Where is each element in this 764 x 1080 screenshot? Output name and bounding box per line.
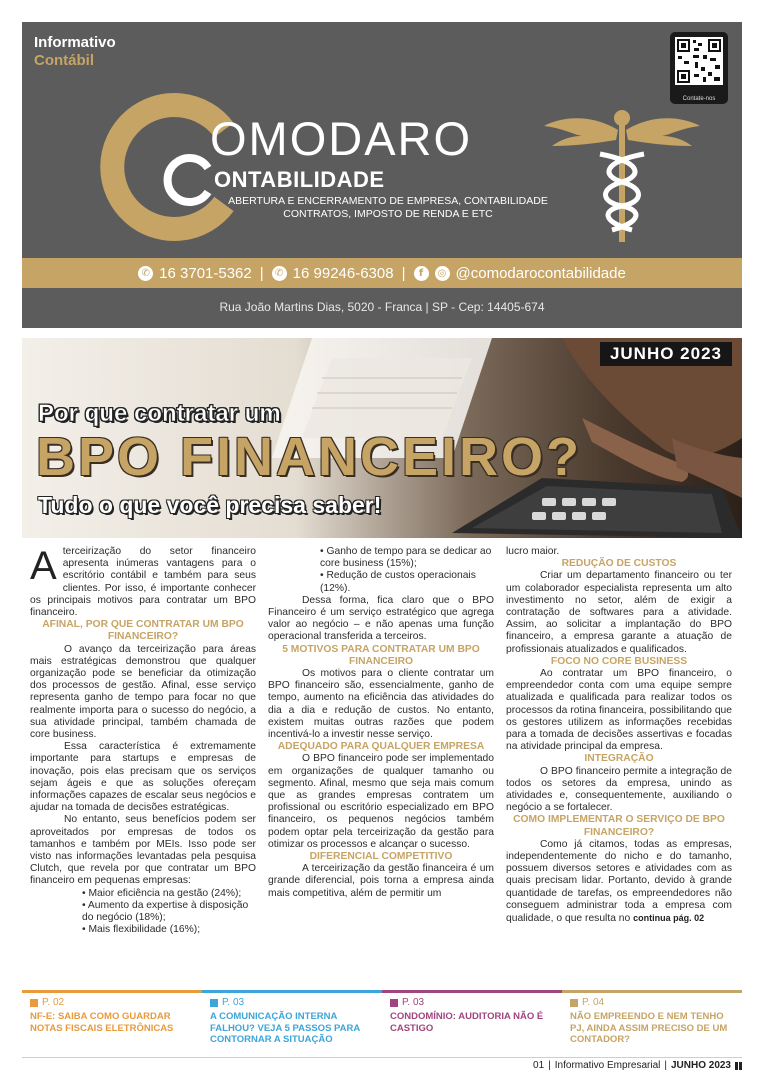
dropcap: A [30,546,57,588]
article-column-2 [268,546,494,986]
bars-icon [735,1062,742,1070]
footer-divider [22,1057,742,1058]
related-article-title: A COMUNICAÇÃO INTERNA FALHOU? VEJA 5 PASSOS PARA CONTORNAR A SITUAÇÃO [210,1011,360,1045]
article-paragraph: O BPO financeiro permite a integração de todos os setores da empresa, unindo as atividades e, consequentemente, auxiliando o negócio a se fortalecer. [506,765,732,814]
square-icon [30,999,38,1007]
article-paragraph: lucro maior. [506,546,560,557]
brand-subtitle: ONTABILIDADE [214,167,385,192]
bullet-item: • Mais flexibilidade (16%); [82,924,201,936]
page-number: 01 [533,1060,545,1071]
informativo-subtitle: Contábil [34,52,94,69]
instagram-icon: ◎ [435,266,450,281]
related-article-title: NF-E: SAIBA COMO GUARDAR NOTAS FISCAIS ELETRÔNICAS [30,1011,174,1034]
page-ref: P. 02 [30,997,194,1008]
article-paragraph: Essa característica é extremamente importante para startups e empresas de inovação, pois elas precisam que os serviços sejam ágeis e que as soluções ofereçam informações capazes de escalar seus negócios e ajudar na tomada de decisões estratégicas. [30,741,256,814]
separator: | [548,1060,551,1071]
separator: | [401,264,406,282]
brand-tagline-1: ABERTURA E ENCERRAMENTO DE EMPRESA, CONTABILIDADE [228,195,548,207]
informativo-title: Informativo [34,34,116,51]
article-body [30,546,732,986]
square-icon [570,999,578,1007]
section-heading: REDUÇÃO DE CUSTOS [561,558,677,570]
related-article-title: NÃO EMPREENDO E NEM TENHO PJ, AINDA ASSIM PRECISO DE UM CONTADOR? [570,1011,728,1045]
article-paragraph: Ao contratar um BPO financeiro, o empreendedor conta com uma equipe sempre atualizada e qualificada para realizar todos os processos da rotina financeira, possibilitando que os gestores utilizem as informações recebidas para a tomada de decisões assertivas e focadas na atividade principal da empresa. [506,668,732,753]
phone-2[interactable]: 16 99246-6308 [292,264,394,282]
related-articles [22,990,742,1054]
issue-date: JUNHO 2023 [600,342,732,366]
bullet-item: • Ganho de tempo para se dedicar ao core business (15%); [320,546,492,570]
header-top [22,22,742,258]
article-column-3 [506,546,732,986]
headline-line-1: Por que contratar um [38,400,281,427]
bullet-item: • Redução de custos operacionais (12%). [320,570,476,594]
article-paragraph: A terceirização da gestão financeira é um grande diferencial, pois torna a empresa ainda mais competitiva, além de permitir um [268,863,494,899]
section-heading: ADEQUADO PARA QUALQUER EMPRESA [277,741,485,753]
article-paragraph: Criar um departamento financeiro ou ter um colaborador especialista representa um alto investimento no setor, além de exigir a contratação de softwares para a atividade. Assim, ao solicitar a implantação do BPO financeiro, a empresa garante a atuação de profissionais atualizados e qualificados. [506,570,732,655]
footer-label: Informativo Empresarial [554,1060,661,1071]
related-article-title: CONDOMÍNIO: AUDITORIA NÃO É CASTIGO [390,1011,544,1034]
headline-main: BPO FINANCEIRO? [36,427,583,487]
article-paragraph: No entanto, seus benefícios podem ser aproveitados por empresas de todos os tamanhos e também por MEIs. Isso pode ser visto nas informações levantadas pela pesquisa Clutch, que revela por que contratar um BPO financeiro em pequenas empresas: [30,814,256,887]
footer-month: JUNHO 2023 [670,1060,731,1071]
page-ref: P. 03 [390,997,554,1008]
article-paragraph: Os motivos para o cliente contratar um BPO financeiro são, essencialmente, ganho de tempo, aumento na eficiência das atividades do dia a dia e redução de custos. No entanto, existem muitas outras razões que podem incentivá-lo a investir nesse serviço. [268,668,494,741]
caduceus-icon [542,104,702,244]
address: Rua João Martins Dias, 5020 - Franca | SP - Cep: 14405-674 [219,300,545,314]
related-article-condominio[interactable] [382,990,562,1054]
phone-1[interactable]: 16 3701-5362 [159,264,252,282]
social-handle[interactable]: @comodarocontabilidade [455,264,626,282]
section-heading: COMO IMPLEMENTAR O SERVIÇO DE BPO FINANCEIRO? [513,814,725,838]
article-paragraph: Como já citamos, todas as empresas, independentemente do nicho e do tamanho, possuem diversos setores e atividades com as quais precisam lidar. Portanto, devido à grande quantidade de tarefas, os empreendedores não conseguem administrar toda a empresa com qualidade, o que resulta no continua pág. 02 [506,838,732,925]
headline-line-3: Tudo o que você precisa saber! [38,492,382,518]
square-icon [210,999,218,1007]
brand-name: OMODARO [210,112,473,165]
article-column-1 [30,546,256,986]
article-paragraph: Dessa forma, fica claro que o BPO Financeiro é um serviço estratégico que agrega valor ao negócio – e não apenas uma função operacional transferida a terceiros. [268,594,494,643]
article-paragraph: O BPO financeiro pode ser implementado em organizações de qualquer tamanho ou segmento. Afinal, mesmo que seja mais comum que as grandes empresas contratem um profissional ou escritório especializado em BPO financeiro, os pequenos negócios também podem optar pela terceirização da gestão para otimizar os processos e alcançar o sucesso. [268,753,494,850]
page-ref: P. 03 [210,997,374,1008]
separator: | [259,264,264,282]
square-icon [390,999,398,1007]
hero-banner [22,338,742,538]
section-heading: FOCO NO CORE BUSINESS [550,655,688,667]
header [22,22,742,328]
related-article-nfe[interactable] [22,990,202,1054]
contact-bar [22,258,742,288]
related-article-comunicacao[interactable] [202,990,382,1054]
qr-code-pattern [675,37,723,85]
page-ref: P. 04 [570,997,734,1008]
section-heading: AFINAL, POR QUE CONTRATAR UM BPO FINANCEIRO? [42,619,244,643]
bullet-item: • Aumento da expertise à disposição do negócio (18%); [82,899,249,924]
qr-code[interactable] [670,32,728,104]
section-heading: 5 MOTIVOS PARA CONTRATAR UM BPO FINANCEIRO [282,643,480,667]
brand-tagline-2: CONTRATOS, IMPOSTO DE RENDA E ETC [283,208,493,220]
section-heading: DIFERENCIAL COMPETITIVO [309,851,453,863]
footer [533,1060,742,1071]
facebook-icon: f [414,266,429,281]
separator: | [664,1060,667,1071]
related-article-contador[interactable] [562,990,742,1054]
whatsapp-icon: ✆ [138,266,153,281]
whatsapp-icon: ✆ [272,266,287,281]
bullet-item: • Maior eficiência na gestão (24%); [82,887,242,899]
section-heading: INTEGRAÇÃO [584,753,654,765]
qr-caption: Contate-nos [682,96,716,102]
article-paragraph: Aterceirização do setor financeiro apresenta inúmeras vantagens para o escritório contábil e também para seus clientes. Por isso, é importante conhecer os principais motivos para contratar um BPO financeiro. [30,546,256,619]
article-paragraph: O avanço da terceirização para áreas mais estratégicas demonstrou que qualquer organização pode se beneficiar da otimização dos processos de gestão. Afinal, esse serviço representa ganho de tempo para focar no que realmente importa para o sucesso do negócio, a sua atividade principal, também chamada de core business. [30,643,256,741]
continue-link[interactable]: continua pág. 02 [633,913,705,924]
